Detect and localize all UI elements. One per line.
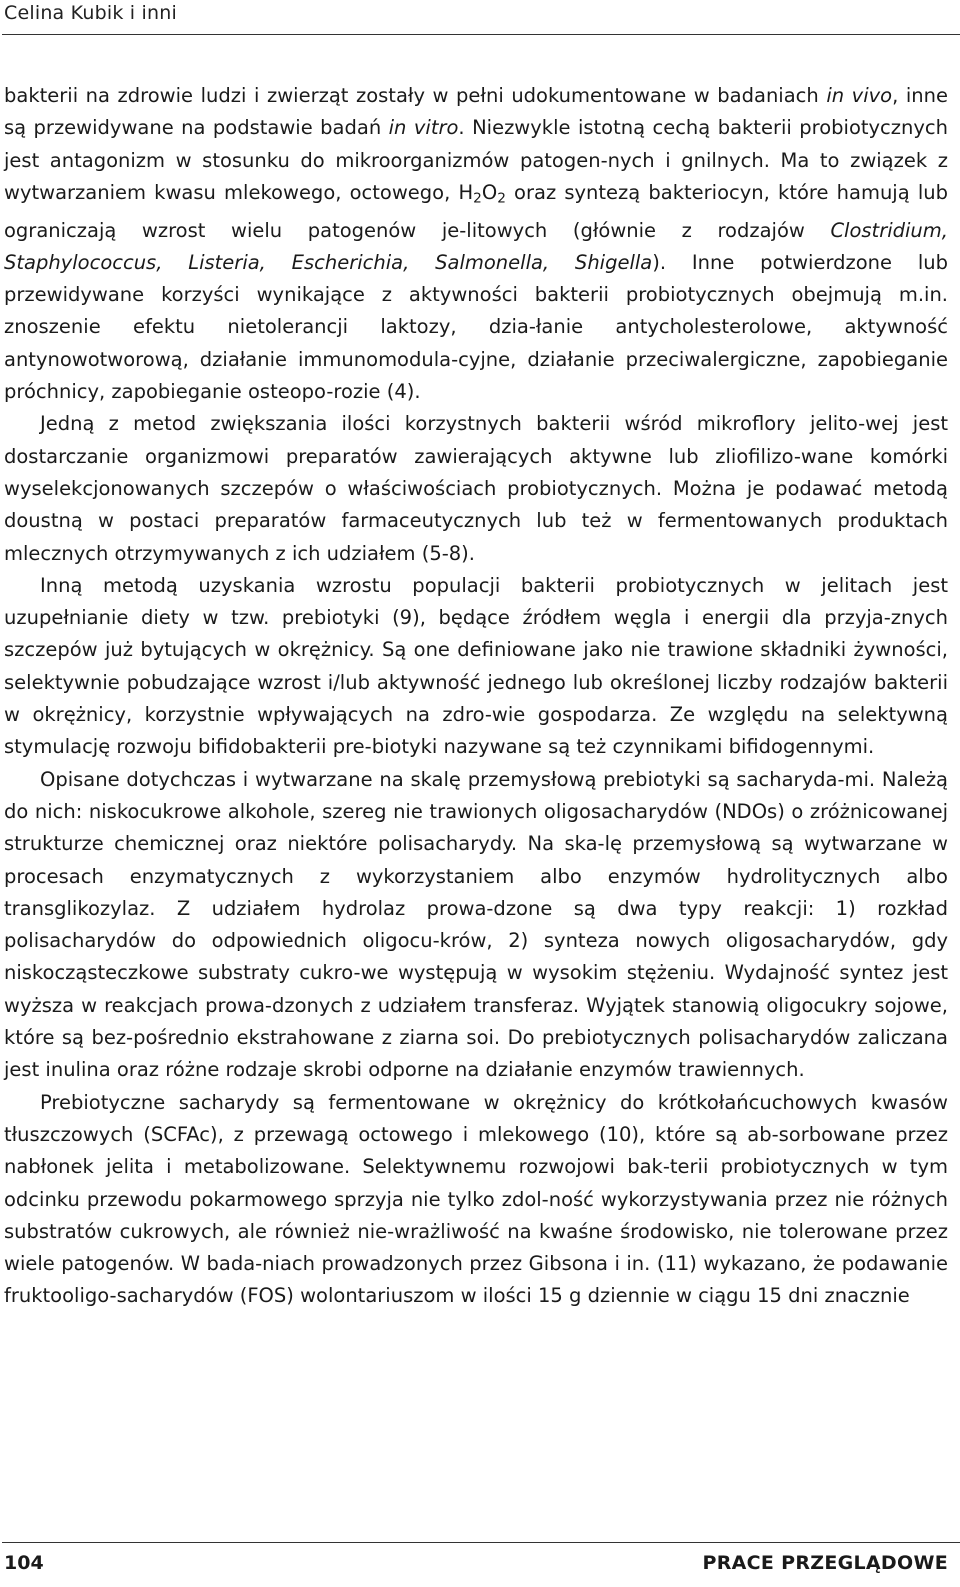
text-run: oraz syntezą bakteriocyn, które hamują lub ograniczają wzrost wielu patogenów je-litowych (głównie z rodzajów xyxy=(4,180,949,242)
text-run: , inne są przewidywane na podstawie badań xyxy=(4,84,949,140)
text-run: Jedną z metod zwiększania ilości korzystnych bakterii wśród mikroflory jelito-wej jest dostarczanie organizmowi preparatów zawierających aktywne lub zliofilizo-wane komórki wyselekcjonowanych szczepów o właściwościach probiotycznych. Można je podawać metodą doustną w postaci preparatów farmaceutycznych lub też w fermentowanych produktach mlecznych otrzymywanych z ich udziałem (5-8). xyxy=(4,412,948,565)
text-run: ). Inne potwierdzone lub przewidywane korzyści wynikające z aktywności bakterii probiotycznych obejmują m.in. znoszenie efektu nietolerancji laktozy, dzia-łanie antycholesterolowe, aktywność antynowotworową, działanie immunomodula-cyjne, działanie przeciwalergiczne, zapobieganie próchnicy, zapobieganie osteopo-rozie (4). xyxy=(4,250,948,404)
paragraph xyxy=(4,1087,948,1313)
text-run: bakterii na zdrowie ludzi i zwierząt zostały w pełni udokumentowane w badaniach xyxy=(4,84,827,107)
text-run: Prebiotyczne sacharydy są fermentowane w okrężnicy do krótkołańcuchowych kwasów tłuszczowych (SCFAc), z przewagą octowego i mlekowego (10), które są ab-sorbowane przez nabłonek jelita i metabolizowane. Selektywnemu rozwojowi bak-terii probiotycznych w tym odcinku przewodu pokarmowego sprzyja nie tylko zdol-ność wykorzystywania przez nie różnych substratów cukrowych, ale również nie-wrażliwość na kwaśne środowisko, nie tolerowane przez wiele patogenów. W bada-niach prowadzonych przez Gibsona i in. (11) wykazano, że podawanie fruktooligo-sacharydów (FOS) wolontariuszom w ilości 15 g dziennie w ciągu 15 dni znacznie xyxy=(4,1090,948,1308)
italic-text: in vivo xyxy=(826,84,893,107)
italic-text: in vitro xyxy=(388,116,459,140)
paragraph xyxy=(4,764,948,1087)
italic-text: Clostridium, Staphylococcus, Listeria, Escherichia, Salmonella, Shigella xyxy=(4,218,948,274)
subscript: 2 xyxy=(473,190,482,207)
text-run: Opisane dotychczas i wytwarzane na skalę przemysłową prebiotyki są sacharyda-mi. Należą do nich: niskocukrowe alkohole, szereg nie trawionych oligosacharydów (NDOs) o zróżnicowanej strukturze chemicznej oraz niektóre polisacharydy. Na ska-lę przemysłową są wytwarzane w procesach enzymatycznych z wykorzystaniem albo enzymów hydrolitycznych albo transglikozylaz. Z udziałem hydrolaz prowa-dzone są dwa typy reakcji: 1) rozkład polisacharydów do odpowiednich oligocu-krów, 2) synteza nowych oligosacharydów, gdy niskocząsteczkowe substraty cukro-we występują w wysokim stężeniu. Wydajność syntez jest wyższa w reakcjach prowa-dzonych z udziałem transferaz. Wyjątek stanowią oligocukry sojowe, które są bez-pośrednio ekstrahowane z ziarna soi. Do prebiotycznych polisacharydów zaliczana jest inulina oraz różne rodzaje skrobi odporne na działanie enzymów trawiennych. xyxy=(4,767,948,1082)
paragraph xyxy=(4,80,948,408)
running-header: Celina Kubik i inni xyxy=(4,2,177,24)
text-run: . Niezwykle istotną cechą bakterii probiotycznych jest antagonizm w stosunku do mikroorganizmów patogen-nych i gnilnych. Ma to związek z wytwarzaniem kwasu mlekowego, octowego, H xyxy=(4,116,948,204)
text-run: Inną metodą uzyskania wzrostu populacji bakterii probiotycznych w jelitach jest uzupełnianie diety w tzw. prebiotyki (9), będące źródłem węgla i energii dla przyja-znych szczepów już bytujących w okrężnicy. Są one definiowane jako nie trawione składniki żywności, selektywnie pobudzające wzrost i/lub aktywność jednego lub określonej liczby rodzajów bakterii w okrężnicy, korzystnie wpływających na zdro-wie gospodarza. Ze względu na selektywną stymulację rozwoju bifidobakterii pre-biotyki nazywane są też czynnikami bifidogennymi. xyxy=(4,573,948,759)
text-run: O xyxy=(481,180,498,204)
subscript: 2 xyxy=(497,190,506,207)
article-body xyxy=(4,80,948,1313)
paragraph xyxy=(4,408,948,569)
paragraph xyxy=(4,570,948,764)
header-divider xyxy=(2,34,960,35)
footer-divider xyxy=(2,1542,960,1543)
page-number: 104 xyxy=(4,1552,44,1574)
journal-section-label: PRACE PRZEGLĄDOWE xyxy=(702,1552,948,1574)
